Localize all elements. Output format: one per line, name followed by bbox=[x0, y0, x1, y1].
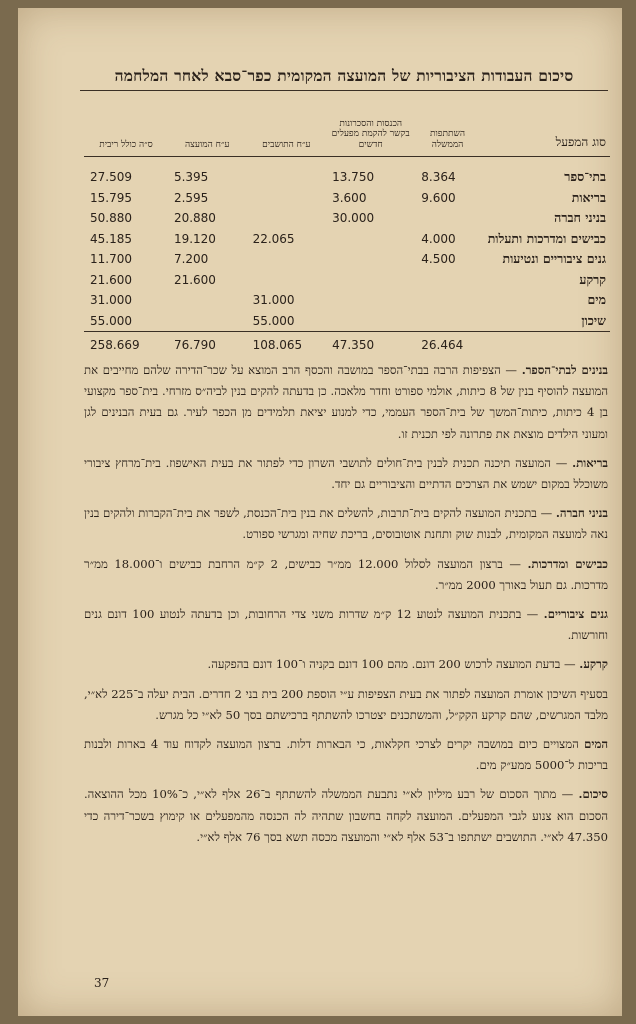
row-gov bbox=[415, 290, 480, 311]
paragraph-body: — המועצה תיכנה תכנית לבנין בית־חולים לתושבי השרון כדי לפתור את בעית האישפוז. בית־מרחץ ציבורי משוכלל במקום ישמש את הצרכים הדתיים והציבוריים גם יחד. bbox=[84, 455, 608, 492]
row-gov: 4.000 bbox=[421, 231, 456, 246]
paragraph-social-buildings bbox=[84, 503, 608, 545]
paragraph-body: — ברצון המועצה לסלול 12.000 ממ״ר כבישים, 2 ק״מ הרחבת כבישים ו־18.000 ממ״ר מדרכות. גם תעול באורך 2000 ממ״ר. bbox=[84, 556, 608, 592]
table-header-row bbox=[84, 100, 610, 157]
paragraph-body: — בתכנית המועצה להקים בית־תרבות, להשלים את בנין בית־הכנסת, לשפר את בית־הקברות ולהקים בנין נאה למועצה המקומית, לבנות שוק ותחנת אוטובוסים, בריכת שחיה ומגרשי ספורט. bbox=[84, 506, 608, 542]
row-gov: 8.364 bbox=[421, 170, 456, 185]
row-residents bbox=[247, 270, 327, 291]
row-council bbox=[168, 311, 247, 332]
total-residents: 108.065 bbox=[247, 332, 327, 359]
paragraph-body: המצויים כיום במושבה יקרים לצרכי חקלאות, כי הבארות דלות. ברצון המועצה לקדוח עוד 4 בארות ולבנות בריכות ל־5000 ממע״ק מים. bbox=[84, 737, 608, 773]
table-row bbox=[84, 157, 610, 188]
paragraph-lead: בנינים לבתי־הספר. bbox=[521, 363, 609, 377]
paragraph-lead: סיכום. bbox=[578, 787, 608, 802]
summary-table bbox=[84, 100, 610, 358]
paragraph-body: — מתוך הסכום של רבע מיליון לא״י נתבעת הממשלה להשתתף ב־26 אלף לא״י, כ־10% מכל ההוצאה. הסכום הוא צנוע לגבי המפעלים. המועצה לקחה בחשבון שתהיה לה הכנסה מהמפעלים או קימוץ בשכר־דירה כדי 47.350 לא״י. התושבים ישתתפו ב־53 אלף לא״י והמועצה מכסה תשא בסך 76 אלף לא״י. bbox=[84, 787, 608, 844]
col-header-gov: השתתפות הממשלה bbox=[415, 100, 480, 157]
row-income bbox=[326, 229, 415, 250]
row-council: 21.600 bbox=[173, 272, 216, 287]
col-header-residents: ע״ח התושבים bbox=[247, 100, 327, 157]
row-residents: 31.000 bbox=[252, 293, 295, 308]
row-total: 50.880 bbox=[90, 211, 132, 226]
row-total: 45.185 bbox=[90, 231, 132, 246]
paragraph-land bbox=[84, 654, 608, 675]
paragraph-roads bbox=[84, 554, 608, 596]
paragraph-water bbox=[84, 734, 608, 776]
row-income: 3.600 bbox=[332, 190, 367, 205]
row-council: 20.880 bbox=[173, 211, 216, 226]
row-income: 30.000 bbox=[332, 211, 375, 226]
row-income bbox=[326, 270, 415, 291]
total-council: 76.790 bbox=[168, 332, 247, 359]
paragraph-housing bbox=[84, 684, 608, 726]
paragraph-schools bbox=[84, 360, 608, 445]
row-gov: 4.500 bbox=[421, 252, 456, 267]
totals-label bbox=[480, 332, 610, 359]
row-total: 27.509 bbox=[90, 170, 132, 185]
col-header-income: הכנסות והסכרונות בקשר להקמת מפעלים חדשים bbox=[326, 100, 415, 157]
col-header-total: ס״ה כולל ריבית bbox=[84, 100, 168, 157]
row-kind: מים bbox=[587, 292, 606, 308]
paragraph-lead: כבישים ומדרכות. bbox=[527, 556, 608, 571]
row-total: 31.000 bbox=[90, 293, 132, 308]
row-residents: 22.065 bbox=[252, 231, 295, 246]
row-residents bbox=[247, 249, 327, 270]
paragraph-body: — בתכנית המועצה לנטוע 12 ק״מ שדרות משני צדי הרחובות, וכן בדעתה לנטוע 100 דונם גנים וחורשות. bbox=[84, 607, 608, 643]
total-total: 258.669 bbox=[84, 332, 168, 359]
row-income: 13.750 bbox=[332, 170, 375, 185]
paragraph-health bbox=[84, 453, 608, 495]
row-residents bbox=[247, 157, 327, 188]
row-total: 15.795 bbox=[90, 190, 132, 205]
row-gov bbox=[415, 270, 480, 291]
row-kind: כבישים ומדרכות ותעלות bbox=[487, 230, 606, 246]
paragraph-body: — הצפיפות הרבה בבתי־הספר במושבה והכסף הרב המוצא על שכר־הדירה שלהם מחייבים את המועצה להוסיף בנין של 8 כיתות, אולמי ספורט וחדר מלאכה. כן בדעתה להקים בנין לביה״ס מזרחי. בית־ספר מקצועי בן 4 כיתות, כיתות־המשך של בית־הספר העממי, כדי למנוע יציאת תלמידים מן הכפר לעיר. גם בעית הבנינים לגן ומעוני הילדים מוצאת את פתרונה לפי תכנית זו. bbox=[84, 363, 608, 441]
page-header: סיכום העבודות הציבוריות של המועצה המקומית כפר־סבא לאחר המלחמה bbox=[114, 66, 574, 85]
row-gov bbox=[415, 208, 480, 229]
row-gov: 9.600 bbox=[421, 190, 456, 205]
row-council: 7.200 bbox=[173, 252, 209, 267]
row-council: 2.595 bbox=[173, 190, 209, 205]
paragraph-lead: גנים ציבוריים. bbox=[543, 607, 608, 622]
table-row bbox=[84, 270, 610, 291]
table-row bbox=[84, 311, 610, 332]
row-kind: בניני חברה bbox=[554, 210, 606, 226]
table-row bbox=[84, 290, 610, 311]
table-totals-row bbox=[84, 332, 610, 359]
row-kind: שיכון bbox=[581, 312, 606, 328]
paragraph-lead: קרקע. bbox=[579, 657, 608, 672]
page-number: 37 bbox=[94, 976, 110, 990]
row-council bbox=[168, 290, 247, 311]
row-income bbox=[326, 290, 415, 311]
row-residents: 55.000 bbox=[252, 313, 295, 328]
row-kind: בתי־ספר bbox=[564, 169, 606, 185]
row-kind: בריאות bbox=[571, 189, 606, 205]
row-residents bbox=[247, 188, 327, 209]
paragraph-lead: בניני חברה. bbox=[555, 506, 609, 521]
row-residents bbox=[247, 208, 327, 229]
row-kind: קרקע bbox=[579, 271, 606, 287]
paragraph-lead: המים bbox=[584, 737, 608, 752]
row-income bbox=[326, 311, 415, 332]
header-rule bbox=[80, 90, 608, 91]
row-total: 11.700 bbox=[90, 252, 132, 267]
row-council: 19.120 bbox=[173, 231, 216, 246]
row-total: 21.600 bbox=[90, 272, 132, 287]
body-text bbox=[84, 360, 608, 856]
total-income: 47.350 bbox=[326, 332, 415, 359]
col-header-kind: סוג המפעל bbox=[480, 100, 610, 157]
table-row bbox=[84, 188, 610, 209]
row-gov bbox=[415, 311, 480, 332]
row-kind: גנים ציבוריים ונטיעות bbox=[502, 251, 606, 267]
table-row bbox=[84, 208, 610, 229]
paragraph-summary bbox=[84, 784, 608, 848]
col-header-council: ע״ח המועצה bbox=[168, 100, 247, 157]
document-page bbox=[18, 8, 622, 1016]
row-council: 5.395 bbox=[173, 170, 209, 185]
row-total: 55.000 bbox=[90, 313, 132, 328]
paragraph-body: בסעיף השיכון אומרת המועצה לפתור את בעית הצפיפות ע״י הוספת 200 בית בני 2 חדרים. הבית יעלה ב־225 לא״י, מלבד המגרשים, שהם קרקע הקק״ל, והמשתכנים יצטרכו להשתתף ברכישתם בסך 50 לא״י כל מגרש. bbox=[84, 686, 609, 722]
paragraph-body: — בדעת המועצה לרכוש 200 דונם. מהם 100 דונם בקניה ו־100 דונם בהפקעה. bbox=[207, 657, 580, 672]
table-row bbox=[84, 249, 610, 270]
total-gov: 26.464 bbox=[415, 332, 480, 359]
table-row bbox=[84, 229, 610, 250]
row-income bbox=[326, 249, 415, 270]
paragraph-gardens bbox=[84, 604, 608, 646]
paragraph-lead: בריאות. bbox=[572, 455, 608, 470]
